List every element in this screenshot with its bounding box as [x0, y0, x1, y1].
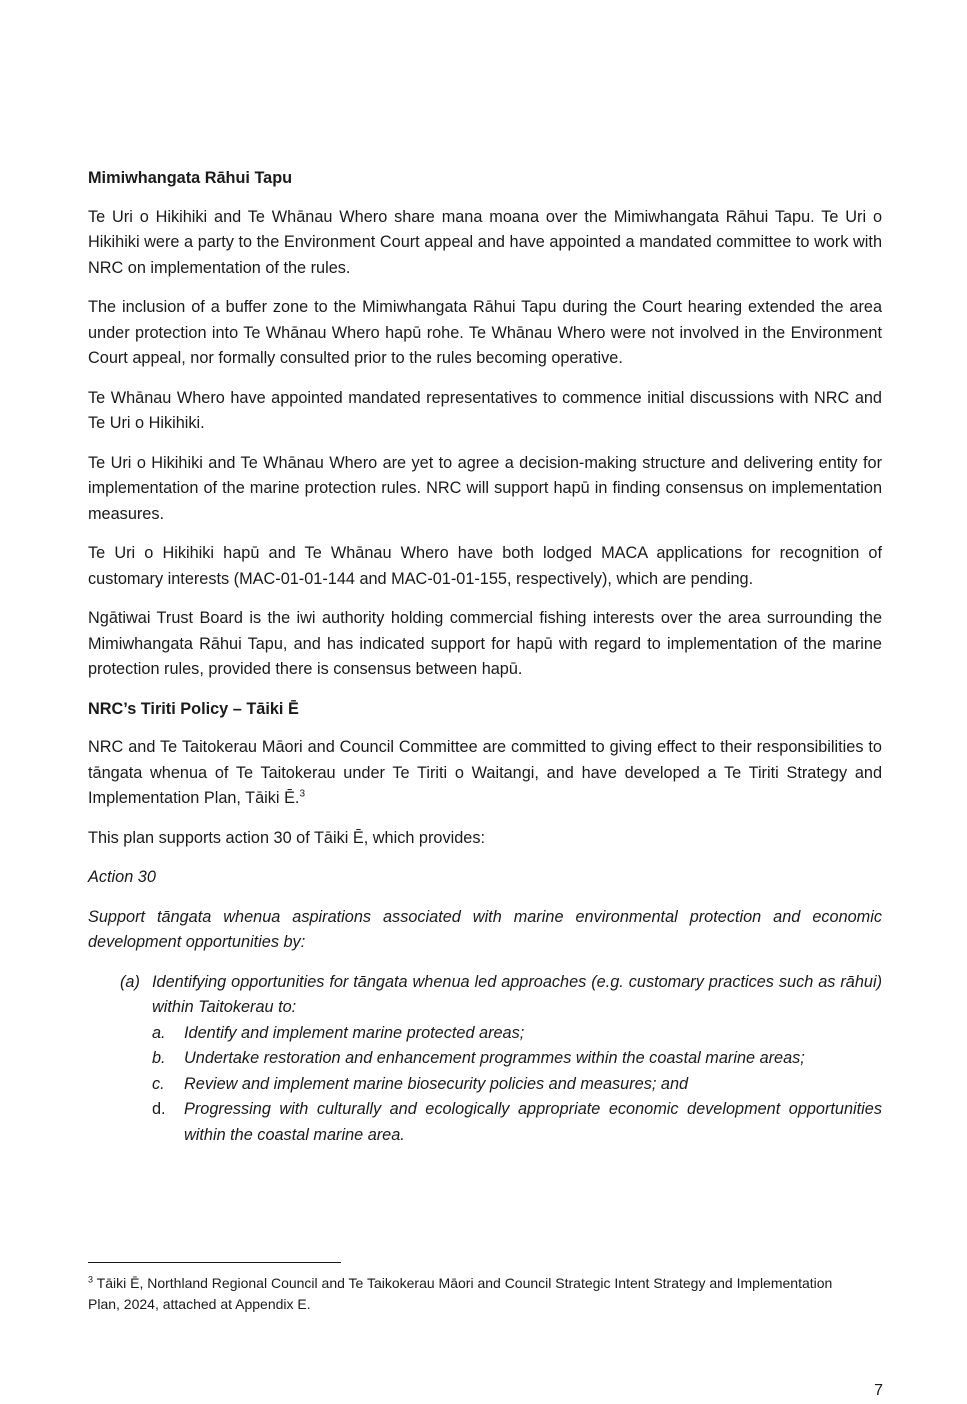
list-item-a	[120, 970, 882, 1021]
page-number: 7	[874, 1382, 883, 1399]
footnote-marker: 3	[88, 1274, 94, 1285]
list-text: Review and implement marine biosecurity policies and measures; and	[184, 1074, 689, 1093]
list-label: b.	[152, 1049, 166, 1067]
list-text: Undertake restoration and enhancement programmes within the coastal marine areas;	[184, 1049, 805, 1067]
sub-list	[88, 1021, 882, 1149]
footnote-reference[interactable]: 3	[299, 788, 306, 800]
paragraph-text: NRC and Te Taitokerau Māori and Council Committee are committed to giving effect to their responsibilities to tāngata whenua of Te Taitokerau under Te Tiriti o Waitangi, and have developed a Te Tiriti Strategy and Implementation Plan, Tāiki Ē.	[88, 738, 882, 807]
list-item	[152, 1072, 882, 1098]
footnote-text: Tāiki Ē, Northland Regional Council and Te Taikokerau Māori and Council Strategic Intent Strategy and Implementation Plan, 2024, attached at Appendix E.	[88, 1275, 833, 1312]
paragraph: The inclusion of a buffer zone to the Mimiwhangata Rāhui Tapu during the Court hearing extended the area under protection into Te Whānau Whero hapū rohe. Te Whānau Whero were not involved in the Environment Court appeal, nor formally consulted prior to the rules becoming operative.	[88, 298, 882, 367]
paragraph-tiriti-intro	[88, 735, 882, 812]
list-item	[152, 1097, 882, 1148]
list-text: Identify and implement marine protected areas;	[184, 1023, 525, 1042]
paragraph: Te Uri o Hikihiki and Te Whānau Whero are yet to agree a decision-making structure and delivering entity for implementation of the marine protection rules. NRC will support hapū in finding consensus on implementation measures.	[88, 453, 882, 523]
list-item	[152, 1046, 882, 1072]
list-label: (a)	[120, 972, 140, 991]
list-text: Progressing with culturally and ecologically appropriate economic development opportunities within the coastal marine area.	[184, 1100, 882, 1144]
paragraph: Te Uri o Hikihiki hapū and Te Whānau Whero have both lodged MACA applications for recognition of customary interests (MAC-01-01-144 and MAC-01-01-155, respectively), which are pending.	[88, 544, 882, 588]
footnote	[88, 1273, 848, 1315]
list-label: c.	[152, 1074, 165, 1093]
document-body	[88, 166, 882, 1148]
paragraph: Te Uri o Hikihiki and Te Whānau Whero share mana moana over the Mimiwhangata Rāhui Tapu. Te Uri o Hikihiki were a party to the Environment Court appeal and have appointed a mandated committee to work with NRC on implementation of the rules.	[88, 207, 882, 277]
action-title: Action 30	[88, 868, 156, 886]
list-label: d.	[152, 1100, 166, 1118]
paragraph: Ngātiwai Trust Board is the iwi authority holding commercial fishing interests over the area surrounding the Mimiwhangata Rāhui Tapu, and has indicated support for hapū with regard to implementation of the marine protection rules, provided there is consensus between hapū.	[88, 609, 882, 678]
list-label: a.	[152, 1023, 166, 1042]
action-intro: Support tāngata whenua aspirations associated with marine environmental protection and economic development opportunities by:	[88, 907, 882, 951]
list-text: Identifying opportunities for tāngata whenua led approaches (e.g. customary practices such as rāhui) within Taitokerau to:	[152, 972, 882, 1016]
section-heading-tiriti-policy: NRC’s Tiriti Policy – Tāiki Ē	[88, 699, 299, 718]
footnote-separator	[88, 1262, 341, 1263]
section-heading-mimiwhangata: Mimiwhangata Rāhui Tapu	[88, 169, 293, 187]
list-item	[152, 1021, 882, 1047]
paragraph: This plan supports action 30 of Tāiki Ē, which provides:	[88, 828, 485, 847]
paragraph: Te Whānau Whero have appointed mandated representatives to commence initial discussions with NRC and Te Uri o Hikihiki.	[88, 388, 882, 432]
